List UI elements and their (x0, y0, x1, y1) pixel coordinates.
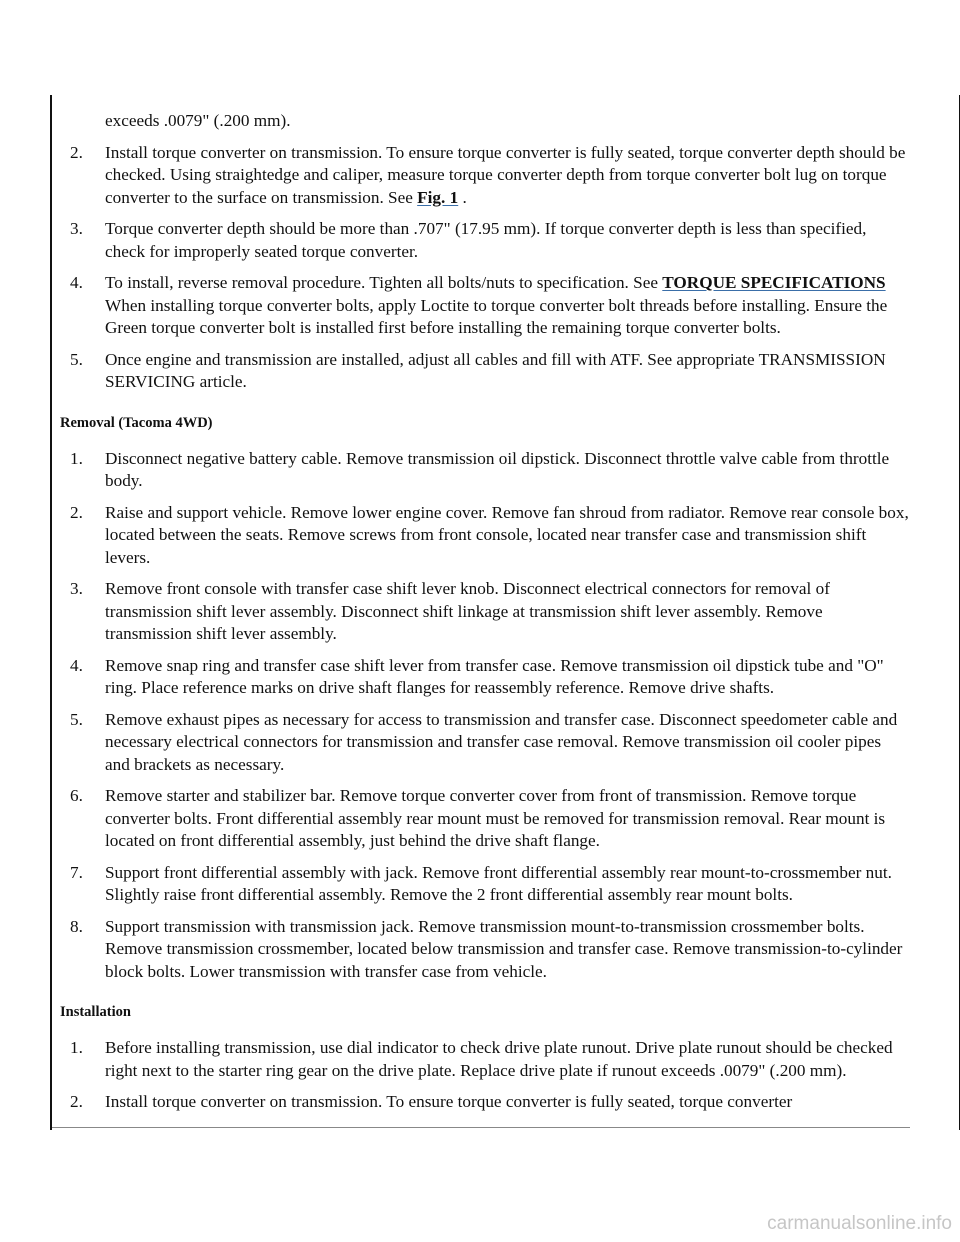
step-text-after: When installing torque converter bolts, apply Loctite to torque converter bolt threads before installing. Ensure the Green torque converter bolt is installed first before installing the remaining torque converter bolts. (105, 295, 888, 337)
step-text: Support transmission with transmission jack. Remove transmission mount-to-transmission crossmember bolts. Remove transmission crossmember, located below transmission and transfer case. Remove transmission-to-cylinder block bolts. Lower transmission with transfer case from vehicle. (105, 916, 903, 981)
watermark: carmanualsonline.info (767, 1213, 952, 1234)
list-item (58, 448, 910, 493)
list-item (58, 1091, 910, 1114)
installation-steps (58, 1037, 910, 1114)
document-body (58, 110, 910, 1123)
list-item (58, 349, 910, 394)
installation-heading: Installation (60, 1004, 131, 1020)
list-item (58, 785, 910, 853)
step-number: 3. (70, 579, 83, 598)
list-item (58, 655, 910, 700)
step-number: 4. (70, 655, 83, 675)
step-text: Install torque converter on transmission. To ensure torque converter is fully seated, torque converter depth should be checked. Using straightedge and caliper, measure torque converter depth from torque converter bolt lug on torque converter to the surface on transmission. See (105, 142, 906, 207)
page-left-border (50, 95, 52, 1130)
intro-steps (58, 142, 910, 394)
step-number: 4. (70, 273, 83, 292)
step-number: 2. (70, 1092, 83, 1111)
step-number: 1. (70, 448, 83, 468)
step-text: Once engine and transmission are installed, adjust all cables and fill with ATF. See appropriate TRANSMISSION SERVICING article. (105, 349, 886, 391)
fig-1-link[interactable]: Fig. 1 (417, 187, 459, 207)
step-text: Torque converter depth should be more than .707" (17.95 mm). If torque converter depth is less than specified, check for improperly seated torque converter. (105, 219, 867, 261)
list-item (58, 272, 910, 340)
list-item (58, 862, 910, 907)
step-text: Raise and support vehicle. Remove lower engine cover. Remove fan shroud from radiator. Remove rear console box, located between the seats. Remove screws from front console, located near transfer case and transmission shift levers. (105, 502, 909, 567)
step-number: 7. (70, 862, 83, 882)
list-item (58, 916, 910, 984)
step-number: 5. (70, 349, 83, 369)
list-item (58, 578, 910, 646)
step-number: 2. (70, 142, 83, 162)
removal-heading: Removal (Tacoma 4WD) (60, 414, 213, 431)
list-item (58, 218, 910, 263)
step-number: 3. (70, 219, 83, 238)
step-number: 1. (70, 1038, 83, 1057)
step-number: 5. (70, 709, 83, 729)
step-number: 6. (70, 786, 83, 805)
page-bottom-rule (52, 1127, 910, 1128)
continued-text: exceeds .0079" (.200 mm). (105, 111, 291, 130)
step-text: Support front differential assembly with jack. Remove front differential assembly rear mount-to-crossmember nut. Slightly raise front differential assembly. Remove the 2 front differential assembly rear mount bolts. (105, 862, 892, 904)
list-item (58, 502, 910, 570)
step-text: Remove front console with transfer case shift lever knob. Disconnect electrical connectors for removal of transmission shift lever assembly. Disconnect shift linkage at transmission shift lever assembly. Remove transmission shift lever assembly. (105, 579, 830, 643)
step-number: 8. (70, 916, 83, 936)
step-text: Remove snap ring and transfer case shift lever from transfer case. Remove transmission oil dipstick tube and "O" ring. Place reference marks on drive shaft flanges for reassembly reference. Remove drive shafts. (105, 655, 884, 697)
step-text-after: . (458, 187, 467, 207)
step-text: Remove starter and stabilizer bar. Remove torque converter cover from front of transmission. Remove torque converter bolts. Front differential assembly rear mount must be removed for transmission removal. Rear mount is located on front differential assembly, just behind the drive shaft flange. (105, 786, 886, 850)
removal-steps (58, 448, 910, 984)
step-text: Remove exhaust pipes as necessary for access to transmission and transfer case. Disconnect speedometer cable and necessary electrical connectors for transmission and transfer case removal. Remove transmission oil cooler pipes and brackets as necessary. (105, 709, 898, 774)
step-text: Disconnect negative battery cable. Remove transmission oil dipstick. Disconnect throttle valve cable from throttle body. (105, 448, 890, 490)
step-text: Before installing transmission, use dial indicator to check drive plate runout. Drive plate runout should be checked right next to the starter ring gear on the drive plate. Replace drive plate if runout exceeds .0079" (.200 mm). (105, 1038, 893, 1080)
step-text: To install, reverse removal procedure. Tighten all bolts/nuts to specification. See (105, 273, 658, 292)
step-number: 2. (70, 502, 83, 522)
list-item (58, 1037, 910, 1082)
torque-specifications-link[interactable]: TORQUE SPECIFICATIONS (662, 273, 886, 292)
step-text: Install torque converter on transmission. To ensure torque converter is fully seated, torque converter (105, 1092, 793, 1111)
list-item (58, 709, 910, 777)
list-item (58, 142, 910, 210)
